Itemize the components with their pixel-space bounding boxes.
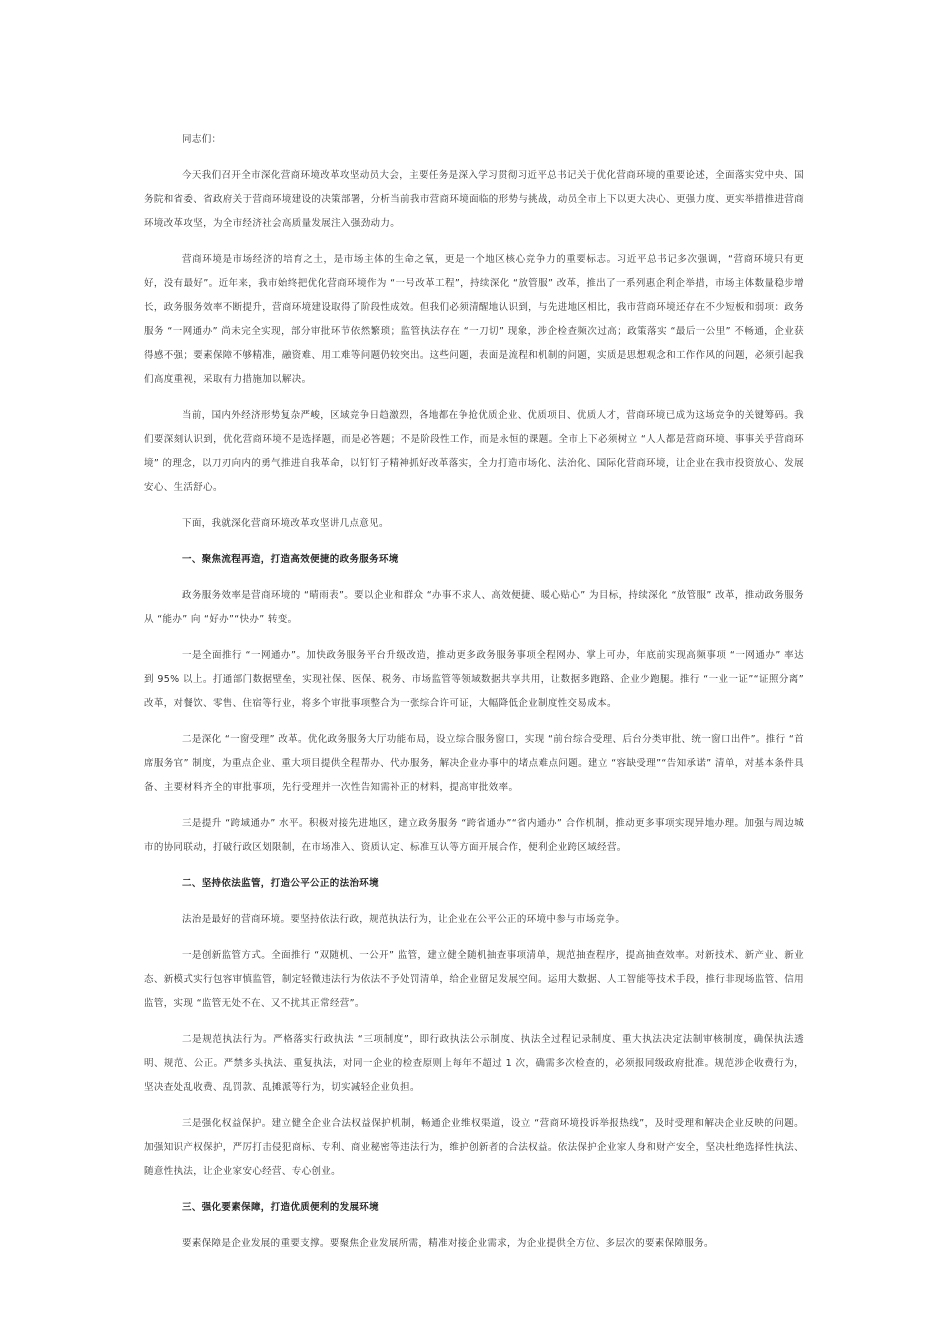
section-2-paragraph-2: 一是创新监管方式。全面推行 “双随机、一公开” 监管，建立健全随机抽查事项清单，规范抽查程序，提高抽查效率。对新技术、新产业、新业态、新模式实行包容审慎监管，制定轻微违法行为依法不予处罚清单，给企业留足发展空间。运用大数据、人工智能等技术手段，推行非现场监管、信用监管，实现 “监管无处不在、又不扰其正常经营”。 xyxy=(144,950,804,1009)
intro-paragraph-1: 今天我们召开全市深化营商环境改革攻坚动员大会，主要任务是深入学习贯彻习近平总书记关于优化营商环境的重要论述，全面落实党中央、国务院和省委、省政府关于营商环境建设的决策部署，分析当前我市营商环境面临的形势与挑战，动员全市上下以更大决心、更强力度、更实举措推进营商环境改革攻坚，为全市经济社会高质量发展注入强劲动力。 xyxy=(144,170,804,229)
section-2-paragraph-3: 二是规范执法行为。严格落实行政执法 “三项制度”，即行政执法公示制度、执法全过程记录制度、重大执法决定法制审核制度，确保执法透明、规范、公正。严禁多头执法、重复执法，对同一企业的检查原则上每年不超过 1 次，确需多次检查的，必须报同级政府批准。规范涉企收费行为，坚决查处乱收费、乱罚款、乱摊派等行为，切实减轻企业负担。 xyxy=(144,1034,804,1093)
section-3-paragraph-1: 要素保障是企业发展的重要支撑。要聚焦企业发展所需，精准对接企业需求，为企业提供全方位、多层次的要素保障服务。 xyxy=(182,1238,714,1249)
section-1-paragraph-1: 政务服务效率是营商环境的 “晴雨表”。要以企业和群众 “办事不求人、高效便捷、暖心贴心” 为目标，持续深化 “放管服” 改革，推动政务服务从 “能办” 向 “好办”“快办” 转变。 xyxy=(144,590,804,625)
section-2-paragraph-1: 法治是最好的营商环境。要坚持依法行政，规范执法行为，让企业在公平公正的环境中参与市场竞争。 xyxy=(182,914,626,925)
section-1-paragraph-4: 三是提升 “跨域通办” 水平。积极对接先进地区，建立政务服务 “跨省通办”“省内通办” 合作机制，推动更多事项实现异地办理。加强与周边城市的协同联动，打破行政区划限制，在市场准入、资质认定、标准互认等方面开展合作，便利企业跨区域经营。 xyxy=(144,818,804,853)
speech-document xyxy=(144,128,804,1256)
intro-paragraph-3: 当前，国内外经济形势复杂严峻，区域竞争日趋激烈，各地都在争抢优质企业、优质项目、优质人才，营商环境已成为这场竞争的关键筹码。我们要深刻认识到，优化营商环境不是选择题，而是必答题；不是阶段性工作，而是永恒的课题。全市上下必须树立 “人人都是营商环境、事事关乎营商环境” 的理念，以刀刃向内的勇气推进自我革命，以钉钉子精神抓好改革落实，全力打造市场化、法治化、国际化营商环境，让企业在我市投资放心、发展安心、生活舒心。 xyxy=(144,410,804,493)
section-heading-3: 三、强化要素保障，打造优质便利的发展环境 xyxy=(182,1202,380,1213)
section-heading-1: 一、聚焦流程再造，打造高效便捷的政务服务环境 xyxy=(182,554,399,565)
salutation: 同志们： xyxy=(182,134,222,145)
section-2-paragraph-4: 三是强化权益保护。建立健全企业合法权益保护机制，畅通企业维权渠道，设立 “营商环境投诉举报热线”，及时受理和解决企业反映的问题。加强知识产权保护，严厉打击侵犯商标、专利、商业秘密等违法行为，维护创新者的合法权益。依法保护企业家人身和财产安全，坚决杜绝选择性执法、随意性执法，让企业家安心经营、专心创业。 xyxy=(144,1118,804,1177)
section-heading-2: 二、坚持依法监管，打造公平公正的法治环境 xyxy=(182,878,380,889)
intro-paragraph-2: 营商环境是市场经济的培育之土，是市场主体的生命之氧，更是一个地区核心竞争力的重要标志。习近平总书记多次强调，“营商环境只有更好，没有最好”。近年来，我市始终把优化营商环境作为 “一号改革工程”，持续深化 “放管服” 改革，推出了一系列惠企利企举措，市场主体数量稳步增长，政务服务效率不断提升，营商环境建设取得了阶段性成效。但我们必须清醒地认识到，与先进地区相比，我市营商环境还存在不少短板和弱项：政务服务 “一网通办” 尚未完全实现，部分审批环节依然繁琐；监管执法存在 “一刀切” 现象，涉企检查频次过高；政策落实 “最后一公里” 不畅通，企业获得感不强；要素保障不够精准，融资难、用工难等问题仍较突出。这些问题，表面是流程和机制的问题，实质是思想观念和工作作风的问题，必须引起我们高度重视，采取有力措施加以解决。 xyxy=(144,254,804,385)
intro-paragraph-4: 下面，我就深化营商环境改革攻坚讲几点意见。 xyxy=(182,518,389,529)
section-1-paragraph-3: 二是深化 “一窗受理” 改革。优化政务服务大厅功能布局，设立综合服务窗口，实现 “前台综合受理、后台分类审批、统一窗口出件”。推行 “首席服务官” 制度，为重点企业、重大项目提供全程帮办、代办服务，解决企业办事中的堵点难点问题。建立 “容缺受理”“告知承诺” 清单，对基本条件具备、主要材料齐全的审批事项，先行受理并一次性告知需补正的材料，提高审批效率。 xyxy=(144,734,804,793)
section-1-paragraph-2: 一是全面推行 “一网通办”。加快政务服务平台升级改造，推动更多政务服务事项全程网办、掌上可办，年底前实现高频事项 “一网通办” 率达到 95% 以上。打通部门数据壁垒，实现社保、医保、税务、市场监管等领域数据共享共用，让数据多跑路、企业少跑腿。推行 “一业一证”“证照分离” 改革，对餐饮、零售、住宿等行业，将多个审批事项整合为一张综合许可证，大幅降低企业制度性交易成本。 xyxy=(144,650,804,709)
